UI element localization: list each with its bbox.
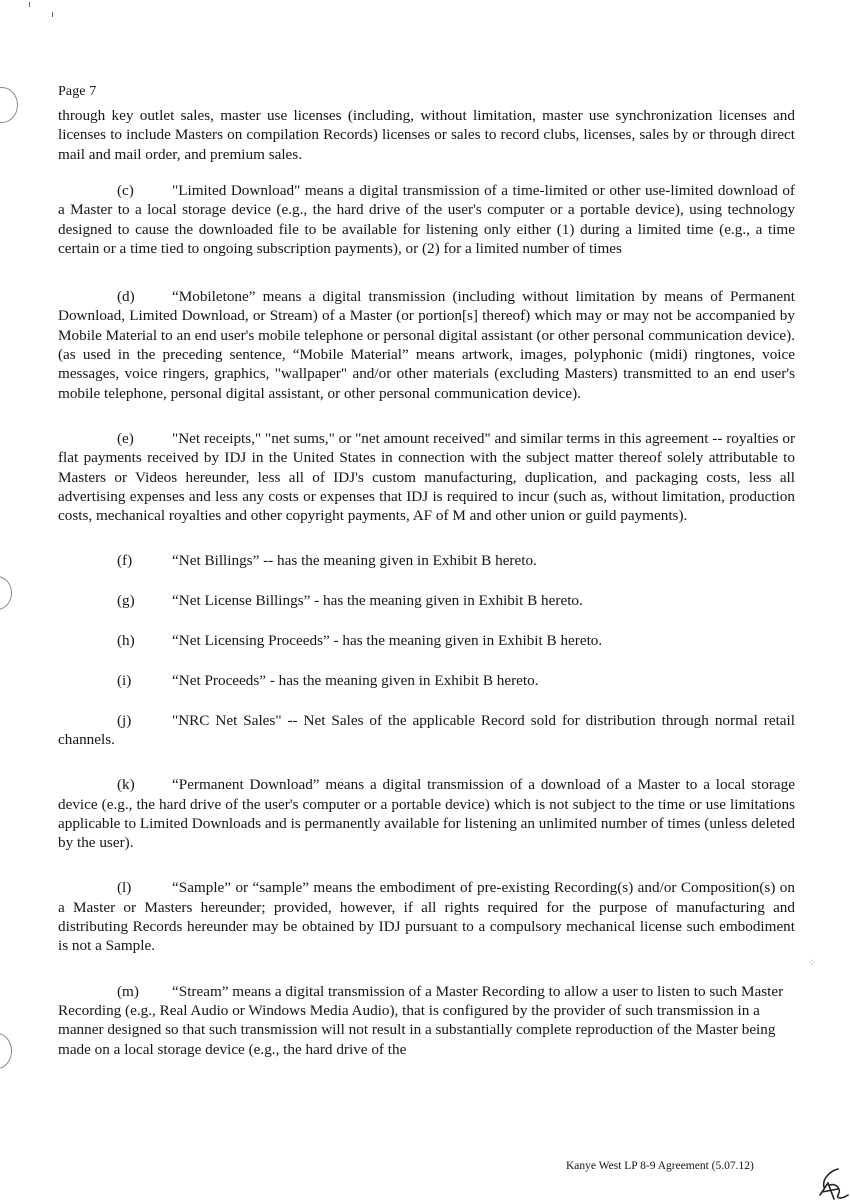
clause-label: (m) bbox=[117, 982, 139, 1000]
hole-punch-mark bbox=[0, 576, 12, 610]
definition-e bbox=[58, 429, 795, 525]
clause-label: (l) bbox=[117, 879, 132, 897]
definition-l bbox=[58, 878, 795, 955]
clause-label: (g) bbox=[117, 592, 135, 610]
definition-m bbox=[58, 982, 795, 1059]
clause-text: “Stream” means a digital transmission of a Master Recording to allow a user to listen to such Master Recording (e.g., Real Audio or Windows Media Audio), that is configured by the provider of such transmission in a manner designed so that such transmission will not result in a substantially complete reproduction of the Master being made on a local storage device (e.g., the hard drive of the bbox=[58, 982, 784, 1058]
clause-text: “Net License Billings” - has the meaning given in Exhibit B hereto. bbox=[172, 592, 583, 610]
page-number: Page 7 bbox=[58, 84, 97, 99]
scan-mark bbox=[52, 12, 53, 17]
clause-label: (i) bbox=[117, 671, 132, 689]
clause-text: “Net Billings” -- has the meaning given in Exhibit B hereto. bbox=[172, 552, 537, 570]
clause-text: “Net Licensing Proceeds” - has the meaning given in Exhibit B hereto. bbox=[172, 632, 603, 650]
definition-f bbox=[58, 551, 795, 570]
document-footer: Kanye West LP 8-9 Agreement (5.07.12) bbox=[566, 1160, 754, 1172]
clause-text: “Permanent Download” means a digital transmission of a download of a Master to a local storage device (e.g., the hard drive of the user's computer or a portable device) which is not subject to the time or use limitations applicable to Limited Downloads and is permanently available for listening an unlimited number of times (unless deleted by the user). bbox=[58, 776, 795, 852]
definition-j bbox=[58, 711, 795, 750]
clause-label: (j) bbox=[117, 711, 132, 729]
definition-c bbox=[58, 181, 795, 258]
clause-label: (f) bbox=[117, 552, 133, 570]
definition-d bbox=[58, 287, 795, 403]
paragraph-continuation: through key outlet sales, master use licenses (including, without limitation, master use synchronization licenses and licenses to include Masters on compilation Records) licenses or sales to record clubs, licenses, sales by or through direct mail and mail order, and premium sales. bbox=[58, 107, 795, 163]
clause-label: (d) bbox=[117, 288, 135, 306]
definition-h bbox=[58, 631, 795, 650]
clause-label: (c) bbox=[117, 182, 134, 199]
hole-punch-mark bbox=[0, 1033, 12, 1069]
handwritten-initials-icon bbox=[808, 1165, 850, 1200]
document-body bbox=[58, 181, 795, 1079]
clause-label: (h) bbox=[117, 632, 135, 650]
clause-text: "NRC Net Sales" -- Net Sales of the applicable Record sold for distribution through normal retail channels. bbox=[58, 711, 795, 748]
scan-speckle: ⁘ bbox=[808, 958, 817, 969]
clause-text: "Limited Download" means a digital transmission of a time-limited or other use-limited download of a Master to a local storage device (e.g., the hard drive of the user's computer or a portable device), using technology designed to cause the downloaded file to be available for listening only either (1) during a limited time (e.g., a time certain or a time tied to ongoing subscription payments), or (2) for a limited number of times bbox=[58, 182, 795, 257]
clause-label: (k) bbox=[117, 776, 135, 794]
clause-text: "Net receipts," "net sums," or "net amount received" and similar terms in this agreement -- royalties or flat payments received by IDJ in the United States in connection with the subject matter thereof solely attributable to Masters or Videos hereunder, less all of IDJ's custom manufacturing, duplication, and packaging costs, less all advertising expenses and less any costs or expenses that IDJ is required to incur (such as, without limitation, production costs, mechanical royalties and other copyright payments, AF of M and other union or guild payments). bbox=[58, 429, 795, 525]
clause-text: “Mobiletone” means a digital transmission (including without limitation by means of Permanent Download, Limited Download, or Stream) of a Master (or portion[s] thereof) which may or may not be accompanied by Mobile Material to an end user's mobile telephone or personal digital assistant (or other personal communication device). (as used in the preceding sentence, “Mobile Material” means artwork, images, polyphonic (midi) ringtones, voice messages, voice ringers, graphics, "wallpaper" and/or other materials (excluding Masters) transmitted to an end user's mobile telephone, personal digital assistant, or other personal communication device). bbox=[58, 288, 796, 402]
scan-mark bbox=[29, 2, 30, 7]
definition-k bbox=[58, 775, 795, 852]
definition-g bbox=[58, 591, 795, 610]
clause-text: “Sample” or “sample” means the embodiment of pre-existing Recording(s) and/or Composition(s) on a Master or Masters hereunder; provided, however, if all rights required for the purpose of manufacturing and distributing Records hereunder may be obtained by IDJ pursuant to a compulsory mechanical license such embodiment is not a Sample. bbox=[58, 879, 795, 955]
clause-label: (e) bbox=[117, 429, 134, 447]
hole-punch-mark bbox=[0, 87, 18, 123]
definition-i bbox=[58, 671, 795, 690]
clause-text: “Net Proceeds” - has the meaning given in Exhibit B hereto. bbox=[172, 671, 539, 689]
